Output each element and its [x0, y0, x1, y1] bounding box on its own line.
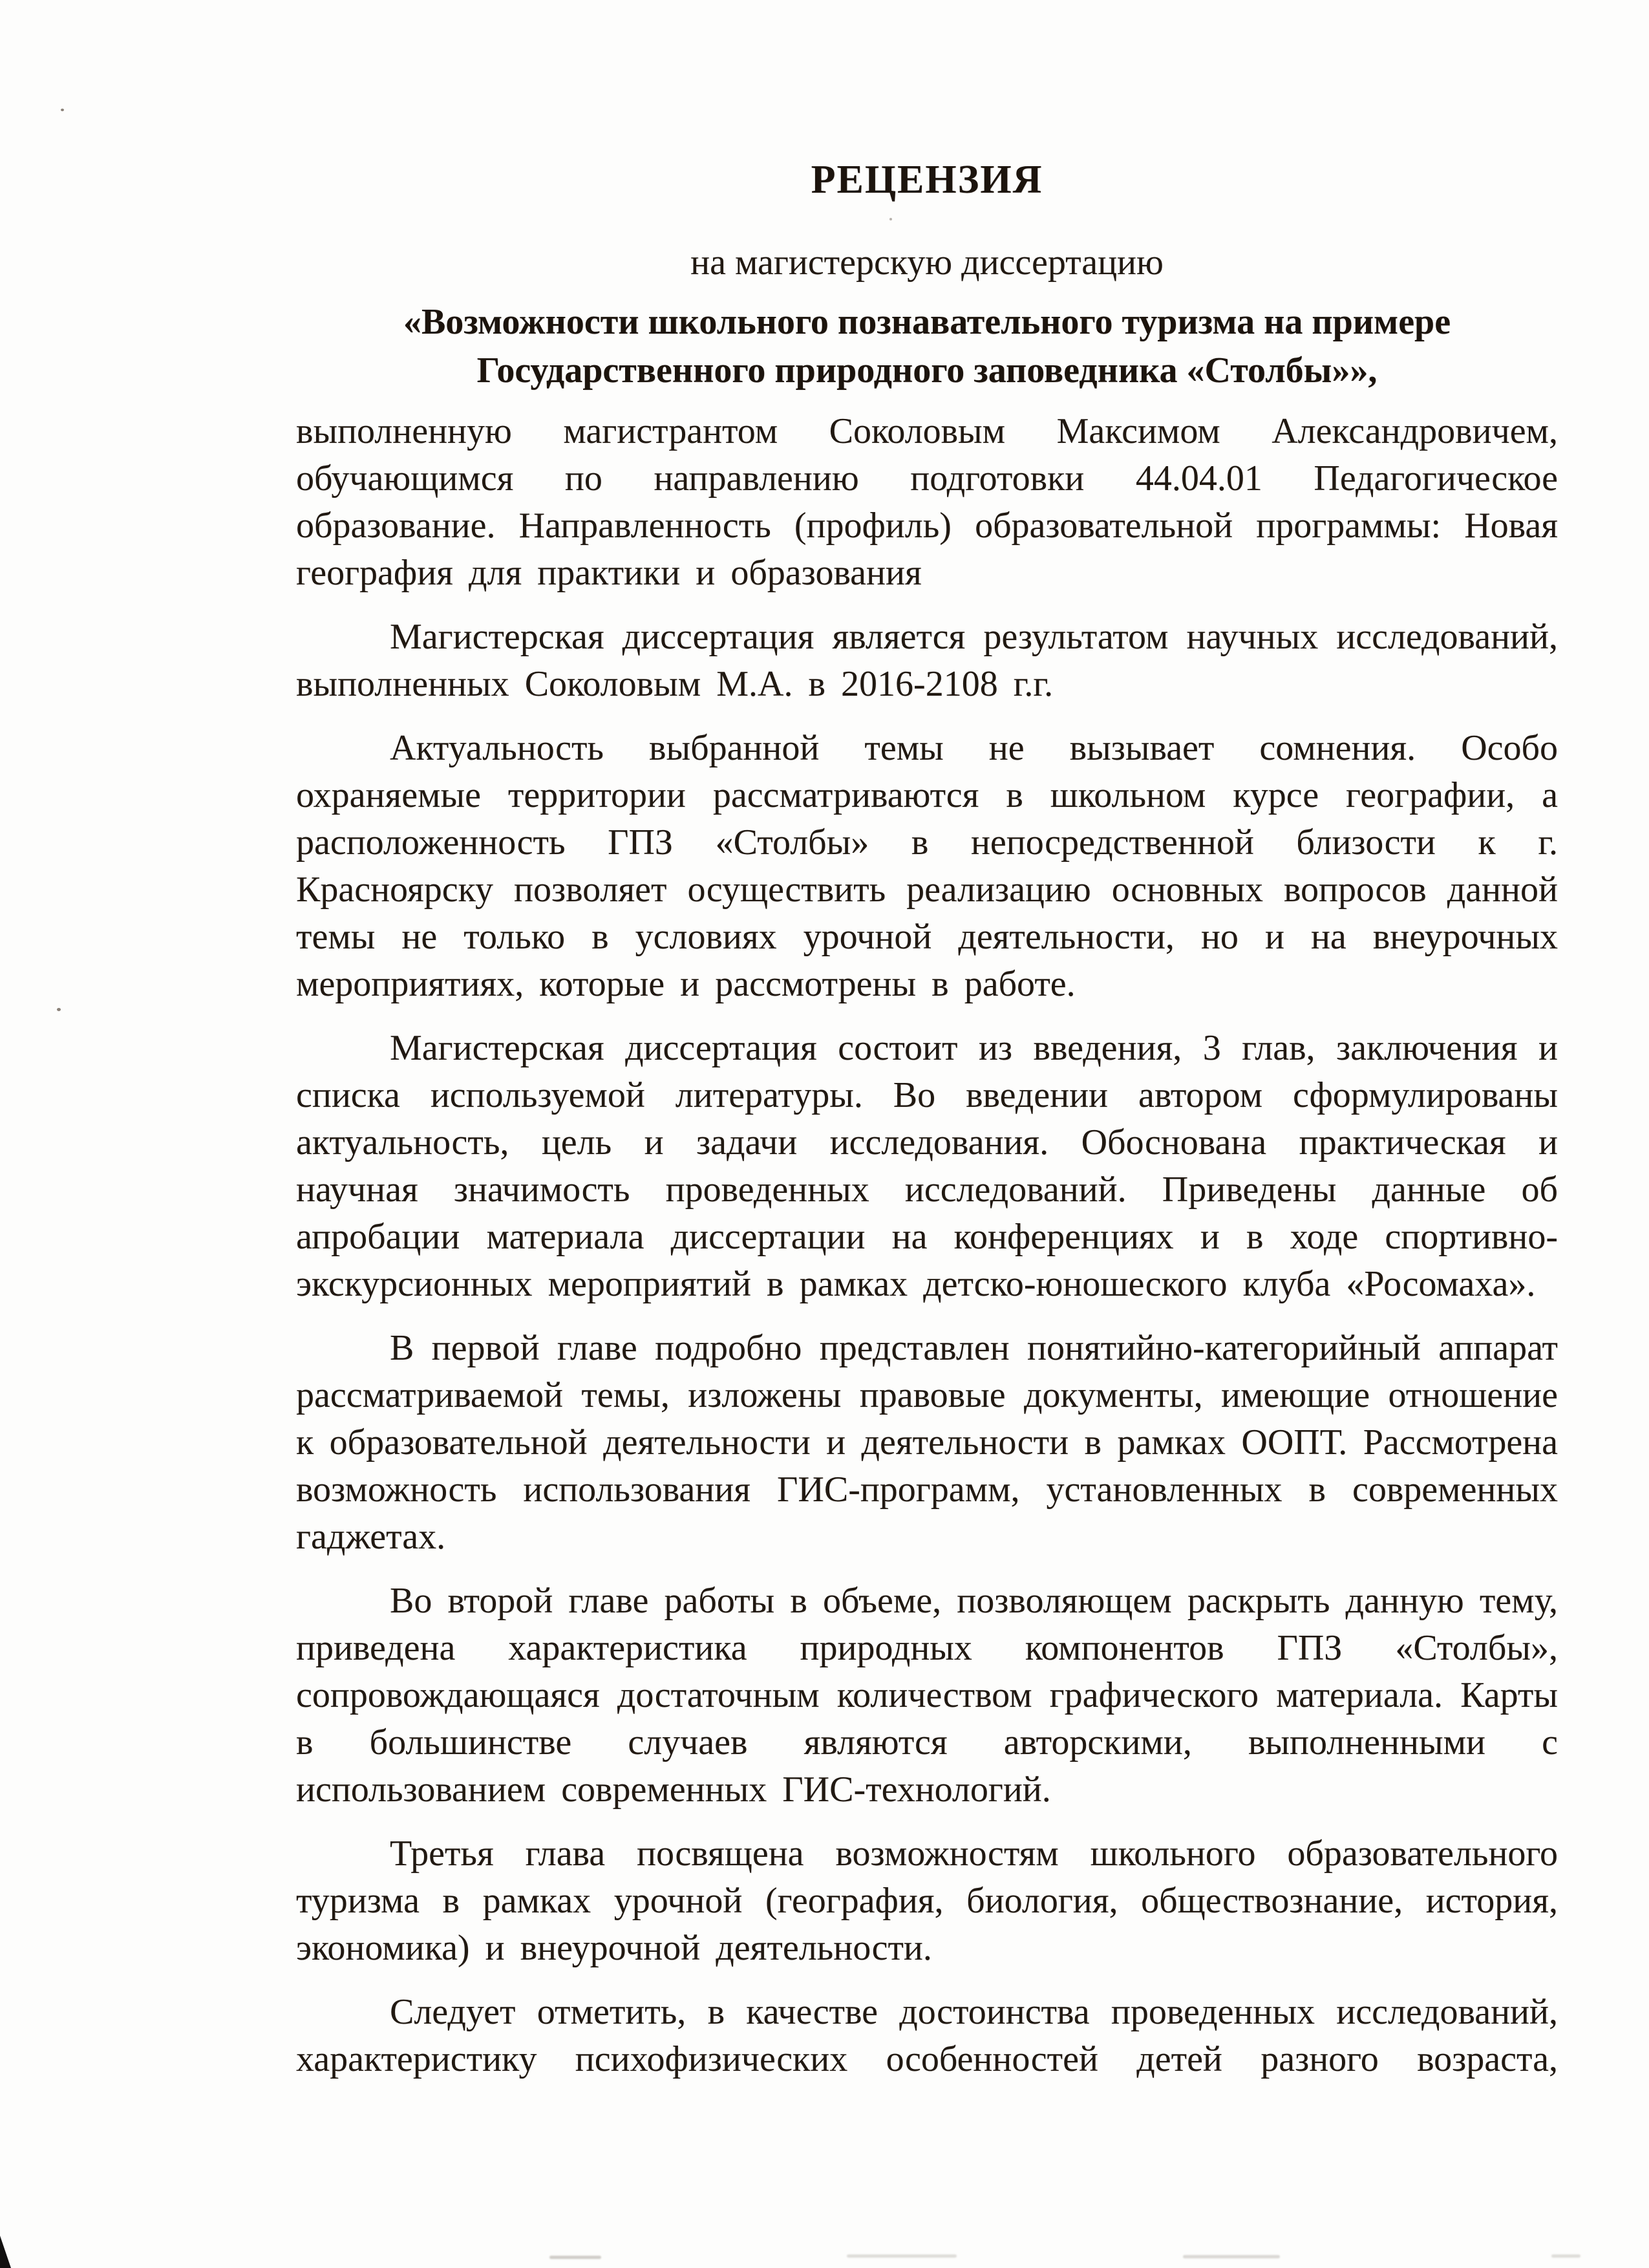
paragraph-performed-by: выполненную магистрантом Соколовым Максимом Александровичем, обучающимся по направлению подготовки 44.04.01 Педагогическое образование. Направленность (профиль) образовательной программы: Новая география для практики и образования — [296, 411, 1558, 593]
paragraph-chapter-1: В первой главе подробно представлен понятийно-категорийный аппарат рассматриваемой темы, изложены правовые документы, имеющие отношение к образовательной деятельности и деятельности в рамках ООПТ. Рассмотрена возможность использования ГИС-программ, установленных в современных гаджетах. — [296, 1328, 1558, 1557]
paragraph-research-result: Магистерская диссертация является результатом научных исследований, выполненных Соколовым М.А. в 2016-2108 г.г. — [296, 617, 1558, 704]
scan-smudge — [549, 2256, 601, 2259]
scan-speck — [61, 109, 64, 111]
document-subtitle: на магистерскую диссертацию — [690, 242, 1164, 283]
scan-speck — [57, 1008, 61, 1011]
scan-smudge — [1183, 2255, 1280, 2258]
paragraph-merits: Следует отметить, в качестве достоинства проведенных исследований, характеристику психофизических особенностей детей разного возраста, — [296, 1992, 1558, 2079]
document-body — [296, 0, 1558, 2100]
thesis-title: «Возможности школьного познавательного туризма на примере Государственного природного заповедника «Столбы»», — [403, 302, 1451, 390]
scan-smudge — [1551, 2254, 1580, 2258]
paragraph-relevance: Актуальность выбранной темы не вызывает сомнения. Особо охраняемые территории рассматриваются в школьном курсе географии, а расположенность ГПЗ «Столбы» в непосредственной близости к г. Красноярску позволяет осуществить реализацию основных вопросов данной темы не только в условиях урочной деятельности, но и на внеурочных мероприятиях, которые и рассмотрены в работе. — [296, 728, 1558, 1004]
scan-speck — [889, 218, 892, 220]
scan-smudge — [847, 2254, 957, 2258]
paragraph-chapter-3: Третья глава посвящена возможностям школьного образовательного туризма в рамках урочной (география, биология, обществознание, история, экономика) и внеурочной деятельности. — [296, 1834, 1558, 1968]
paragraph-chapter-2: Во второй главе работы в объеме, позволяющем раскрыть данную тему, приведена характеристика природных компонентов ГПЗ «Столбы», сопровождающаяся достаточным количеством графического материала. Карты в большинстве случаев являются авторскими, выполненными с использованием современных ГИС-технологий. — [296, 1581, 1558, 1810]
document-title: РЕЦЕНЗИЯ — [811, 158, 1043, 202]
scan-wedge-bottom-left — [0, 2236, 11, 2268]
paragraph-structure: Магистерская диссертация состоит из введения, 3 глав, заключения и списка используемой литературы. Во введении автором сформулированы актуальность, цель и задачи исследования. Обоснована практическая и научная значимость проведенных исследований. Приведены данные об апробации материала диссертации на конференциях и в ходе спортивно-экскурсионных мероприятий в рамках детско-юношеского клуба «Росомаха». — [296, 1028, 1558, 1304]
